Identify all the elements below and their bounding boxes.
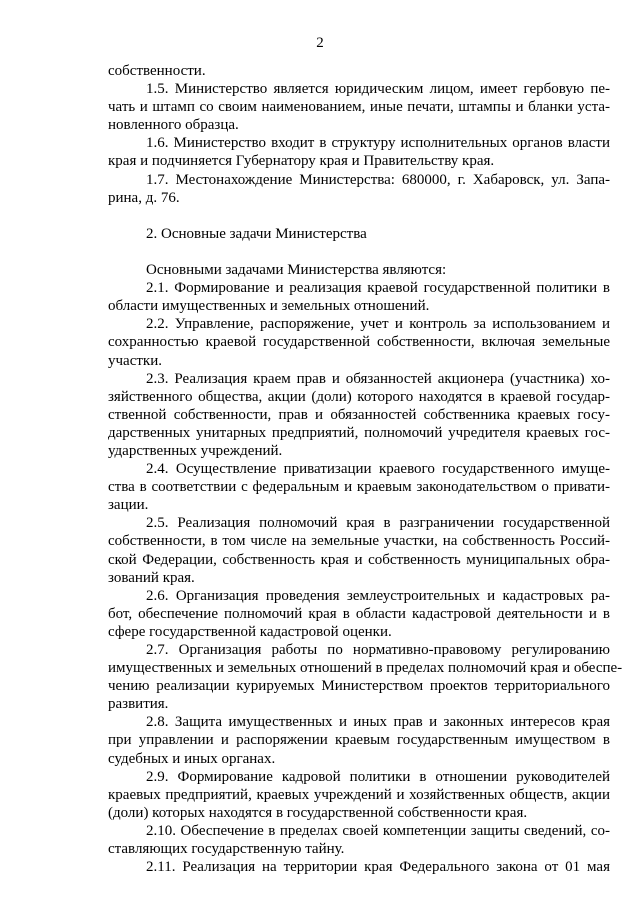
text-line: собственности, в том числе на земельные участки, на собственность Россий- [108, 533, 610, 550]
text-line: 2.3. Реализация краем прав и обязанностей акционера (участника) хо- [146, 370, 610, 387]
text-line: зации. [108, 497, 149, 514]
text-line: Основными задачами Министерства являются: [146, 262, 447, 279]
blank-line [108, 243, 610, 261]
text-line: сфере государственной кадастровой оценки. [108, 623, 392, 640]
text-line: участки. [108, 352, 162, 369]
text-line: 2.2. Управление, распоряжение, учет и контроль за использованием и [146, 316, 610, 333]
text-line: развития. [108, 696, 169, 713]
text-line: 2.9. Формирование кадровой политики в отношении руководителей [146, 768, 610, 785]
document-body [108, 62, 623, 876]
text-line: новленного образца. [108, 117, 239, 134]
text-line: 2.1. Формирование и реализация краевой государственной политики в [146, 280, 610, 297]
text-line: ственной собственности, прав и обязанностей собственника краевых госу- [108, 406, 610, 423]
text-line: 2. Основные задачи Министерства [146, 225, 367, 242]
text-line: 2.7. Организация работы по нормативно-правовому регулированию [146, 642, 610, 658]
text-line: дарственных унитарных предприятий, полномочий учредителя краевых гос- [108, 424, 610, 441]
page-number: 2 [316, 35, 324, 51]
text-line: собственности. [108, 63, 206, 79]
text-line: ударственных учреждений. [108, 442, 283, 459]
text-line: 2.11. Реализация на территории края Федерального закона от 01 мая [146, 859, 610, 876]
text-line: бот, обеспечение полномочий края в области кадастровой деятельности и в [108, 605, 610, 622]
text-line: рина, д. 76. [108, 189, 180, 206]
text-line: судебных и иных органах. [108, 750, 276, 767]
text-line: при управлении и распоряжении краевым государственным имуществом в [108, 732, 610, 749]
text-line: зяйственного общества, акции (доли) которого находятся в краевой государ- [108, 388, 610, 405]
text-line: 2.6. Организация проведения землеустроительных и кадастровых ра- [146, 587, 610, 604]
text-line: сохранностью краевой государственной собственности, включая земельные [108, 334, 610, 351]
text-line: 2.10. Обеспечение в пределах своей компетенции защиты сведений, со- [146, 822, 610, 839]
text-line: ства в соответствии с федеральным и краевым законодательством о привати- [108, 479, 610, 496]
text-line: 2.5. Реализация полномочий края в разграничении государственной [146, 515, 610, 532]
text-line: 1.5. Министерство является юридическим лицом, имеет гербовую пе- [146, 81, 610, 98]
text-line: чению реализации курируемых Министерством проектов территориального [108, 678, 610, 695]
text-line: области имущественных и земельных отношений. [108, 298, 430, 315]
text-line: ской Федерации, собственность края и собственность муниципальных обра- [108, 551, 610, 568]
text-line: 1.6. Министерство входит в структуру исполнительных органов власти [146, 135, 610, 152]
text-line: краевых предприятий, краевых учреждений и хозяйственных обществ, акции [108, 786, 610, 803]
text-line: (доли) которых находятся в государственной собственности края. [108, 804, 528, 821]
text-line: 2.8. Защита имущественных и иных прав и законных интересов края [146, 714, 610, 731]
text-line: края и подчиняется Губернатору края и Правительству края. [108, 153, 495, 170]
text-line: 2.4. Осуществление приватизации краевого государственного имуще- [146, 461, 610, 478]
blank-line [108, 207, 610, 225]
text-line: 1.7. Местонахождение Министерства: 680000, г. Хабаровск, ул. Запа- [146, 171, 610, 188]
text-line: ставляющих государственную тайну. [108, 841, 345, 858]
text-line: чать и штамп со своим наименованием, иные печати, штампы и бланки уста- [108, 99, 610, 116]
text-line: имущественных и земельных отношений в пределах полномочий края и обеспе- [108, 660, 623, 677]
text-line: зований края. [108, 569, 195, 586]
